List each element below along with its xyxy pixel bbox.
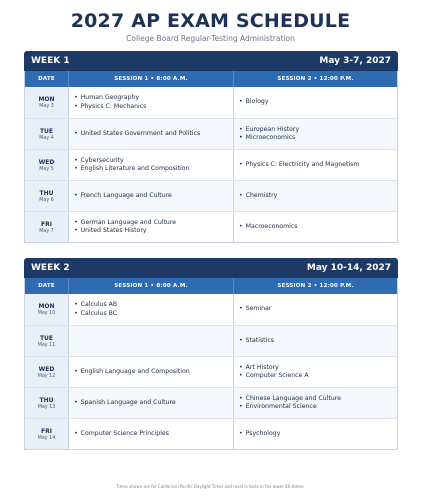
table-row bbox=[25, 180, 397, 211]
session-1-cell bbox=[68, 212, 233, 242]
day-name: MON bbox=[38, 96, 55, 103]
day-date: May 11 bbox=[37, 342, 56, 348]
day-name: TUE bbox=[39, 127, 54, 135]
session-2-cell bbox=[233, 150, 397, 180]
exam-item: • Cybersecurity bbox=[74, 157, 233, 166]
date-cell bbox=[25, 87, 68, 118]
day-date: May 6 bbox=[39, 197, 54, 203]
day-date: May 3 bbox=[39, 104, 54, 109]
date-cell bbox=[25, 326, 68, 356]
exam-item: • Spanish Language and Culture bbox=[74, 399, 233, 408]
column-header-session-2: SESSION 2 • 12:00 P.M. bbox=[233, 71, 397, 87]
exam-item: • Environmental Science bbox=[239, 403, 397, 412]
exam-item: • Human Geography bbox=[74, 94, 233, 103]
page-title: 2027 AP EXAM SCHEDULE bbox=[70, 10, 351, 32]
week-2-section bbox=[24, 258, 398, 450]
session-2-cell bbox=[233, 294, 397, 325]
session-1-cell bbox=[68, 357, 233, 387]
column-header-session-1: SESSION 1 • 8:00 A.M. bbox=[68, 71, 233, 87]
week-dates: May 3-7, 2027 bbox=[319, 56, 391, 66]
table-row bbox=[25, 149, 397, 180]
table-body bbox=[25, 87, 397, 242]
date-cell bbox=[25, 119, 68, 149]
exam-item: • Biology bbox=[239, 98, 397, 107]
exam-item: • Computer Science Principles bbox=[74, 430, 233, 439]
session-1-cell bbox=[68, 150, 233, 180]
session-2-cell bbox=[233, 326, 397, 356]
week-label: WEEK 1 bbox=[31, 56, 70, 66]
session-1-cell bbox=[68, 294, 233, 325]
page-subtitle: College Board Regular-Testing Administration bbox=[126, 34, 295, 43]
exam-item: • Calculus AB bbox=[74, 301, 233, 310]
day-name: FRI bbox=[41, 427, 52, 435]
exam-item: • German Language and Culture bbox=[74, 219, 233, 228]
exam-item: • Computer Science A bbox=[239, 372, 397, 381]
exam-item: • Calculus BC bbox=[74, 310, 233, 319]
exam-item: • European History bbox=[239, 126, 397, 135]
day-name: MON bbox=[38, 303, 55, 310]
session-2-cell bbox=[233, 388, 397, 418]
table-row bbox=[25, 356, 397, 387]
column-header-session-2: SESSION 2 • 12:00 P.M. bbox=[233, 278, 397, 294]
exam-item: • Physics C: Mechanics bbox=[74, 103, 233, 112]
day-date: May 5 bbox=[39, 166, 54, 172]
session-1-cell bbox=[68, 326, 233, 356]
session-1-cell bbox=[68, 119, 233, 149]
exam-item: • Statistics bbox=[239, 337, 397, 346]
exam-item: • Microeconomics bbox=[239, 134, 397, 143]
day-name: WED bbox=[38, 365, 55, 373]
session-2-cell bbox=[233, 181, 397, 211]
day-date: May 13 bbox=[37, 404, 56, 410]
table-header bbox=[25, 71, 397, 87]
column-header-date: DATE bbox=[38, 76, 55, 82]
week-dates: May 10-14, 2027 bbox=[306, 263, 391, 273]
table-body bbox=[25, 294, 397, 449]
exam-item: • Chemistry bbox=[239, 192, 397, 201]
day-date: May 12 bbox=[37, 373, 56, 379]
day-name: THU bbox=[39, 396, 54, 404]
date-cell bbox=[25, 212, 68, 242]
exam-item: • United States History bbox=[74, 227, 233, 236]
table-row bbox=[25, 294, 397, 325]
exam-item: • Macroeconomics bbox=[239, 223, 397, 232]
day-date: May 10 bbox=[37, 311, 56, 316]
week-label: WEEK 2 bbox=[31, 263, 70, 273]
table-row bbox=[25, 211, 397, 242]
table-row bbox=[25, 418, 397, 449]
exam-item: • French Language and Culture bbox=[74, 192, 233, 201]
week-1-section bbox=[24, 51, 398, 243]
footer-note: Times shown are for California (Pacific Daylight Time) and most is tests in the lower 48 states. bbox=[116, 484, 305, 489]
session-1-cell bbox=[68, 87, 233, 118]
session-1-cell bbox=[68, 419, 233, 449]
session-2-cell bbox=[233, 357, 397, 387]
table-row bbox=[25, 87, 397, 118]
exam-item: • United States Government and Politics bbox=[74, 130, 233, 139]
exam-item: • Psychology bbox=[239, 430, 397, 439]
table-row bbox=[25, 118, 397, 149]
date-cell bbox=[25, 181, 68, 211]
date-cell bbox=[25, 419, 68, 449]
day-date: May 4 bbox=[39, 135, 54, 141]
exam-item: • Seminar bbox=[239, 305, 397, 314]
week-header bbox=[24, 258, 398, 278]
date-cell bbox=[25, 357, 68, 387]
table-row bbox=[25, 325, 397, 356]
date-cell bbox=[25, 388, 68, 418]
day-name: THU bbox=[39, 189, 54, 197]
day-name: WED bbox=[38, 158, 55, 166]
exam-item: • English Language and Composition bbox=[74, 368, 233, 377]
date-cell bbox=[25, 150, 68, 180]
schedule-table bbox=[24, 278, 398, 450]
session-1-cell bbox=[68, 388, 233, 418]
exam-item: • Physics C: Electricity and Magnetism bbox=[239, 161, 397, 170]
exam-item: • English Literature and Composition bbox=[74, 165, 233, 174]
date-cell bbox=[25, 294, 68, 325]
day-name: TUE bbox=[39, 334, 54, 342]
day-date: May 7 bbox=[39, 228, 54, 234]
table-header bbox=[25, 278, 397, 294]
column-header-session-1: SESSION 1 • 8:00 A.M. bbox=[68, 278, 233, 294]
session-2-cell bbox=[233, 212, 397, 242]
exam-item: • Art History bbox=[239, 364, 397, 373]
day-name: FRI bbox=[41, 220, 52, 228]
table-row bbox=[25, 387, 397, 418]
schedule-table bbox=[24, 71, 398, 243]
session-1-cell bbox=[68, 181, 233, 211]
week-header bbox=[24, 51, 398, 71]
exam-item: • Chinese Language and Culture bbox=[239, 395, 397, 404]
session-2-cell bbox=[233, 419, 397, 449]
column-header-date: DATE bbox=[38, 283, 55, 289]
session-2-cell bbox=[233, 87, 397, 118]
session-2-cell bbox=[233, 119, 397, 149]
day-date: May 14 bbox=[37, 435, 56, 441]
